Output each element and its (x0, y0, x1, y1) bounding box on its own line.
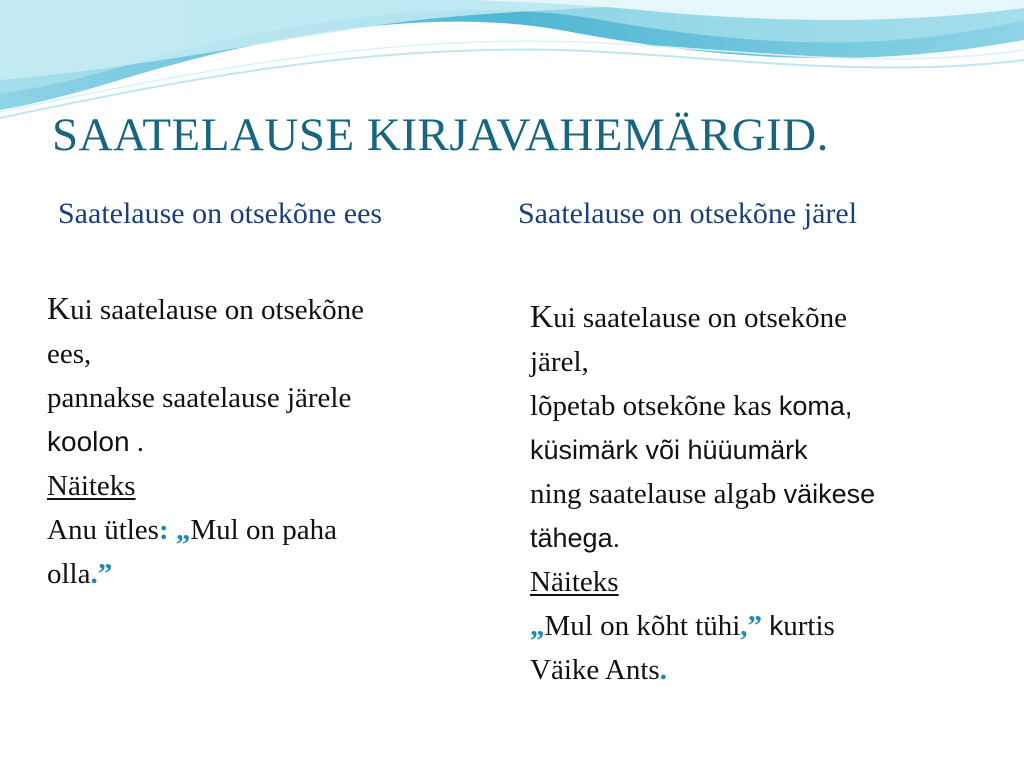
right-column-body (530, 294, 970, 692)
left-column-heading: Saatelause on otsekõne ees (58, 197, 383, 230)
left-line-4: koolon . (47, 426, 145, 458)
koma-term: koma, (778, 391, 853, 421)
slide-title: SAATELAUSE KIRJAVAHEMÄRGID. (52, 109, 829, 161)
right-example-line-1: „Mul on kõht tühi,” kurtis (530, 610, 835, 642)
right-example-line-2: Väike Ants. (530, 654, 667, 686)
left-line-1: Kui saatelause on otsekõne (47, 290, 365, 326)
right-line-1: Kui saatelause on otsekõne (530, 298, 848, 334)
left-line-3: pannakse saatelause järele (47, 382, 352, 414)
left-line-2: ees, (47, 338, 92, 370)
left-example-label: Näiteks (47, 470, 136, 502)
right-line-5: ning saatelause algab väikese (530, 478, 876, 510)
right-column-heading: Saatelause on otsekõne järel (518, 197, 858, 230)
right-line-2: järel, (530, 346, 589, 378)
left-example-line-1: Anu ütles: „Mul on paha (47, 514, 337, 546)
right-line-6: tähega. (530, 523, 621, 553)
left-example-line-2: olla.” (47, 558, 113, 590)
left-column-body (47, 286, 467, 596)
right-example-label: Näiteks (530, 566, 619, 598)
koolon-term: koolon (47, 426, 130, 457)
right-line-4: küsimärk või hüüumärk (530, 435, 808, 465)
right-line-3: lõpetab otsekõne kas koma, (530, 390, 853, 422)
vaikese-term: väikese (783, 479, 876, 509)
